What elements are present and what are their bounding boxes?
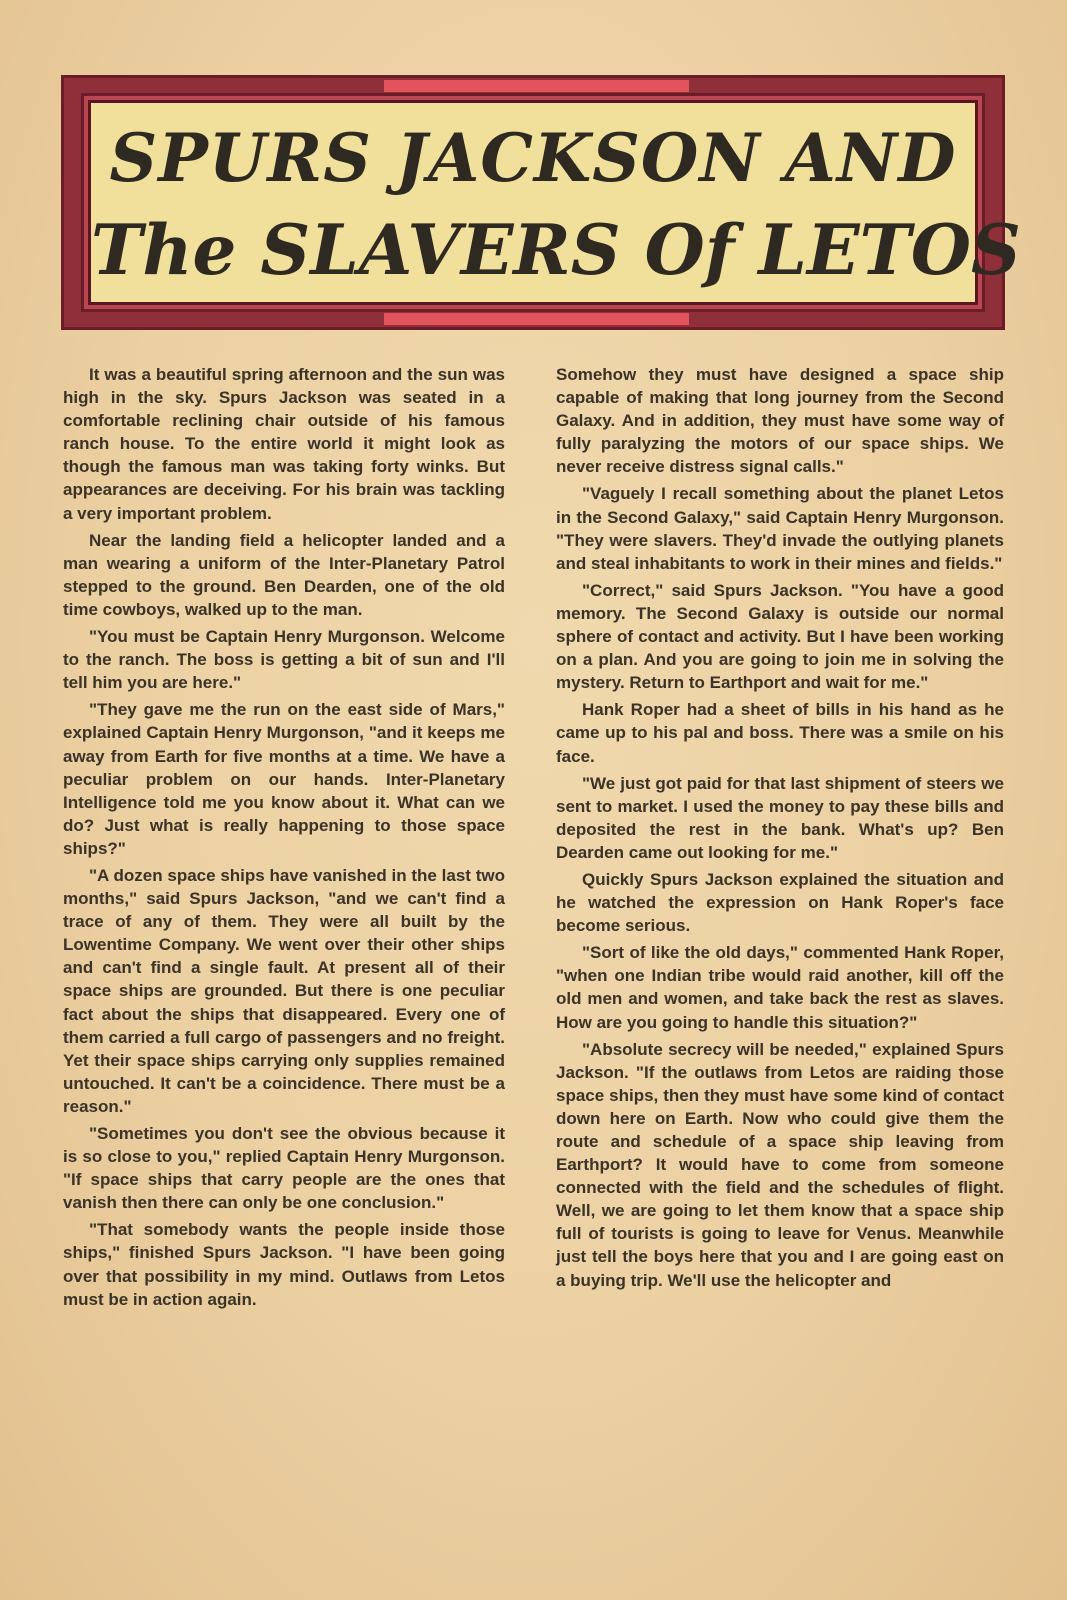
title-banner [61, 75, 1021, 330]
paragraph: "Absolute secrecy will be needed," explained Spurs Jackson. "If the outlaws from Letos are raiding those space ships, then they must have some kind of contact down here on Earth. Now who could give them the route and schedule of a space ship leaving from Earthport? It would have to come from someone connected with the field and the schedules of flight. Well, we are going to let them know that a space ship full of tourists is going to leave for Venus. Meanwhile just tell the boys here that you and I are going east on a buying trip. We'll use the helicopter and [556, 1039, 1004, 1290]
paragraph: Somehow they must have designed a space ship capable of making that long journey from the Second Galaxy. And in addition, they must have some way of fully paralyzing the motors of our space ships. We never receive distress signal calls." [556, 365, 1004, 477]
paragraph: "You must be Captain Henry Murgonson. Welcome to the ranch. The boss is getting a bit of sun and I'll tell him you are here." [63, 627, 505, 693]
paragraph: "Correct," said Spurs Jackson. "You have a good memory. The Second Galaxy is outside our normal sphere of contact and activity. But I have been working on a plan. And you are going to join me in solving the mystery. Return to Earthport and wait for me." [556, 580, 1004, 693]
paragraph: "A dozen space ships have vanished in the last two months," said Spurs Jackson, "and we can't find a trace of any of them. They were all built by the Lowentime Company. We went over their other ships and can't find a single fault. At present all of their space ships are grounded. But there is one peculiar fact about the ships that disappeared. Every one of them carried a full cargo of passengers and no freight. Yet their space ships carrying only supplies remained untouched. It can't be a coincidence. There must be a reason." [63, 865, 505, 1116]
paragraph: "That somebody wants the people inside those ships," finished Spurs Jackson. "I have been going over that possibility in my mind. Outlaws from Letos must be in action again. [63, 1220, 505, 1309]
title-line-1: SPURS JACKSON AND [109, 119, 957, 197]
paragraph: "Sometimes you don't see the obvious because it is so close to you," replied Captain Henry Murgonson. "If space ships that carry people are the ones that vanish then there can only be one conclusion." [63, 1124, 505, 1213]
left-text-column [63, 363, 505, 1315]
paragraph: "We just got paid for that last shipment of steers we sent to market. I used the money to pay these bills and deposited the rest in the bank. What's up? Ben Dearden came out looking for me." [556, 773, 1004, 862]
title-line-2: The SLAVERS Of LETOS [91, 210, 1021, 291]
paragraph: Hank Roper had a sheet of bills in his hand as he came up to his pal and boss. There was a smile on his face. [556, 700, 1004, 766]
paragraph: It was a beautiful spring afternoon and the sun was high in the sky. Spurs Jackson was seated in a comfortable reclining chair outside of his famous ranch house. To the entire world it might look as though the famous man was taking forty winks. But appearances are deceiving. For his brain was tackling a very important problem. [63, 365, 505, 523]
paragraph: "They gave me the run on the east side of Mars," explained Captain Henry Murgonson, "and it keeps me away from Earth for five months at a time. We have a peculiar problem on our hands. Inter-Planetary Intelligence told me you know about it. What can we do? Just what is really happening to those space ships?" [63, 700, 505, 858]
paragraph: "Sort of like the old days," commented Hank Roper, "when one Indian tribe would raid another, kill off the old men and women, and take back the rest as slaves. How are you going to handle this situation?" [556, 943, 1004, 1032]
banner-stripe-top [384, 80, 689, 92]
right-text-column [556, 363, 1004, 1296]
paragraph: Quickly Spurs Jackson explained the situation and he watched the expression on Hank Roper's face become serious. [556, 869, 1004, 936]
paragraph: "Vaguely I recall something about the planet Letos in the Second Galaxy," said Captain Henry Murgonson. "They were slavers. They'd invade the outlying planets and steal inhabitants to work in their mines and fields." [556, 484, 1004, 573]
title-panel [88, 100, 1021, 305]
paragraph: Near the landing field a helicopter landed and a man wearing a uniform of the Inter-Planetary Patrol stepped to the ground. Ben Dearden, one of the old time cowboys, walked up to the man. [63, 530, 505, 619]
banner-stripe-bottom [384, 313, 689, 325]
